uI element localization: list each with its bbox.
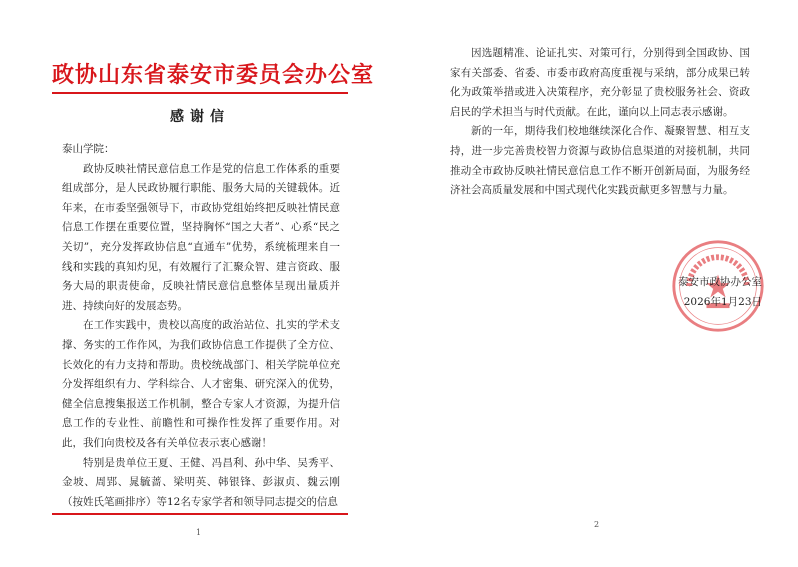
signature-date: 2026年1月23日	[683, 296, 762, 308]
salutation: 泰山学院：	[62, 143, 115, 155]
paragraph: 政协反映社情民意信息工作是党的信息工作体系的重要组成部分，是人民政协履行职能、服务大局的关键载体。近年来，在市委坚强领导下，市政协党组始终把反映社情民意信息工作摆在重要位置，坚持胸怀“国之大者”、心系“民之关切”，充分发挥政协信息“直通车”优势，系统梳理来自一线和实践的真知灼见，有效履行了汇聚众智、建言资政、服务大局的职责使命，反映社情民意信息整体呈现出量质并进、持续向好的发展态势。	[62, 162, 340, 312]
signature-org: 泰安市政协办公室	[678, 276, 762, 288]
signature-block	[622, 272, 762, 312]
page-1-body	[62, 140, 340, 512]
letter-title: 感谢信	[170, 109, 230, 125]
page-2	[400, 0, 798, 567]
letterhead: 政协山东省泰安市委员会办公室	[52, 62, 375, 88]
paragraph: 新的一年，期待我们校地继续深化合作、凝聚智慧、相互支持，进一步完善贵校智力资源与政协信息渠道的对接机制，共同推动全市政协反映社情民意信息工作不断开创新局面，为服务经济社会高质量发展和中国式现代化实践贡献更多智慧与力量。	[450, 125, 750, 197]
footer-divider	[52, 513, 348, 515]
page-number: 2	[594, 520, 600, 529]
paragraph: 特别是贵单位王夏、王健、冯昌利、孙中华、吴秀平、金坡、周郢、晁毓蔷、梁明英、韩银锋、彭淑贞、魏云刚（按姓氏笔画排序）等12名专家学者和领导同志提交的信息	[62, 456, 340, 508]
page-2-body	[450, 44, 750, 201]
letterhead-divider	[52, 92, 348, 94]
paragraph: 因选题精准、论证扎实、对策可行，分别得到全国政协、国家有关部委、省委、市委市政府高度重视与采纳，部分成果已转化为政策举措或进入决策程序，充分彰显了贵校服务社会、资政启民的学术担当与时代贡献。在此，谨向以上同志表示感谢。	[450, 47, 750, 118]
page-number: 1	[196, 528, 202, 537]
paragraph: 在工作实践中，贵校以高度的政治站位、扎实的学术支撑、务实的工作作风，为我们政协信息工作提供了全方位、长效化的有力支持和帮助。贵校统战部门、相关学院单位充分发挥组织有力、学科综合、人才密集、研究深入的优势，健全信息搜集报送工作机制，整合专家人才资源，为提升信息工作的专业性、前瞻性和可操作性发挥了重要作用。对此，我们向贵校及各有关单位表示衷心感谢！	[62, 319, 340, 449]
